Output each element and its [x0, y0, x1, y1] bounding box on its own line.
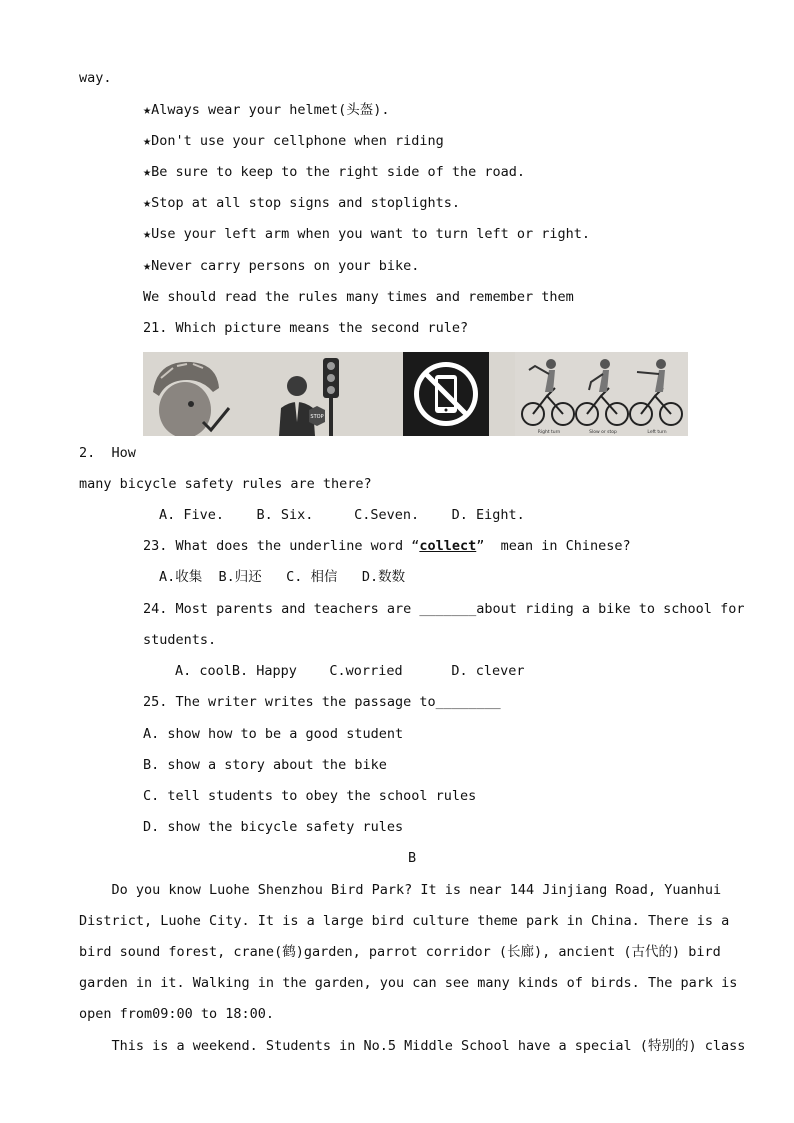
stop-sign-traffic-light-icon — [273, 352, 368, 436]
question-24: 24. Most parents and teachers are _______about riding a bike to school for — [143, 601, 745, 617]
question-21: 21. Which picture means the second rule? — [143, 320, 469, 336]
passage-line-2: District, Luohe City. It is a large bird culture theme park in China. There is a — [79, 913, 730, 929]
caption-slow-or-stop: Slow or stop — [589, 430, 617, 435]
question-23-options: A.收集 B.归还 C. 相信 D.数数 — [159, 569, 406, 585]
question-22-number: 2. How — [79, 445, 136, 461]
question-25-option-c: C. tell students to obey the school rules — [143, 788, 477, 804]
cyclists-hand-signals-icon — [515, 352, 688, 436]
question-22: many bicycle safety rules are there? — [79, 476, 372, 492]
helmet-check-icon — [143, 352, 235, 436]
question-25: 25. The writer writes the passage to________ — [143, 694, 501, 710]
caption-right-turn: Right turn — [537, 430, 561, 435]
underlined-word: collect — [419, 538, 477, 554]
remember-line: We should read the rules many times and remember them — [143, 289, 574, 305]
question-25-option-b: B. show a story about the bike — [143, 757, 387, 773]
question-23 — [143, 537, 631, 555]
no-phone-icon — [403, 352, 489, 436]
section-b-heading: B — [408, 850, 417, 866]
question-24-cont: students. — [143, 632, 217, 648]
passage-line-6: This is a weekend. Students in No.5 Middle School have a special (特别的) class — [79, 1038, 746, 1054]
question-23-post: ” mean in Chinese? — [476, 538, 631, 554]
rule-1: ★Always wear your helmet(头盔). — [143, 102, 390, 118]
rule-3: ★Be sure to keep to the right side of the road. — [143, 164, 526, 180]
question-23-pre: 23. What does the underline word “ — [143, 538, 420, 554]
question-24-options: A. coolB. Happy C.worried D. clever — [175, 663, 525, 679]
passage-line-5: open from09:00 to 18:00. — [79, 1006, 275, 1022]
question-25-option-a: A. show how to be a good student — [143, 726, 404, 742]
question-22-options: A. Five. B. Six. C.Seven. D. Eight. — [159, 507, 525, 523]
passage-line-1: Do you know Luohe Shenzhou Bird Park? It is near 144 Jinjiang Road, Yuanhui — [79, 882, 722, 898]
rule-5: ★Use your left arm when you want to turn left or right. — [143, 226, 591, 242]
question-25-option-d: D. show the bicycle safety rules — [143, 819, 404, 835]
passage-line-3: bird sound forest, crane(鹤)garden, parrot corridor (长廊), ancient (古代的) bird — [79, 944, 721, 960]
rule-4: ★Stop at all stop signs and stoplights. — [143, 195, 460, 211]
rule-6: ★Never carry persons on your bike. — [143, 258, 420, 274]
top-line: way. — [79, 70, 112, 86]
rule-2: ★Don't use your cellphone when riding — [143, 133, 444, 149]
passage-line-4: garden in it. Walking in the garden, you can see many kinds of birds. The park is — [79, 975, 738, 991]
stop-sign-text: STOP — [310, 414, 324, 420]
caption-left-turn: Left turn — [647, 430, 667, 435]
picture-strip — [143, 352, 688, 436]
